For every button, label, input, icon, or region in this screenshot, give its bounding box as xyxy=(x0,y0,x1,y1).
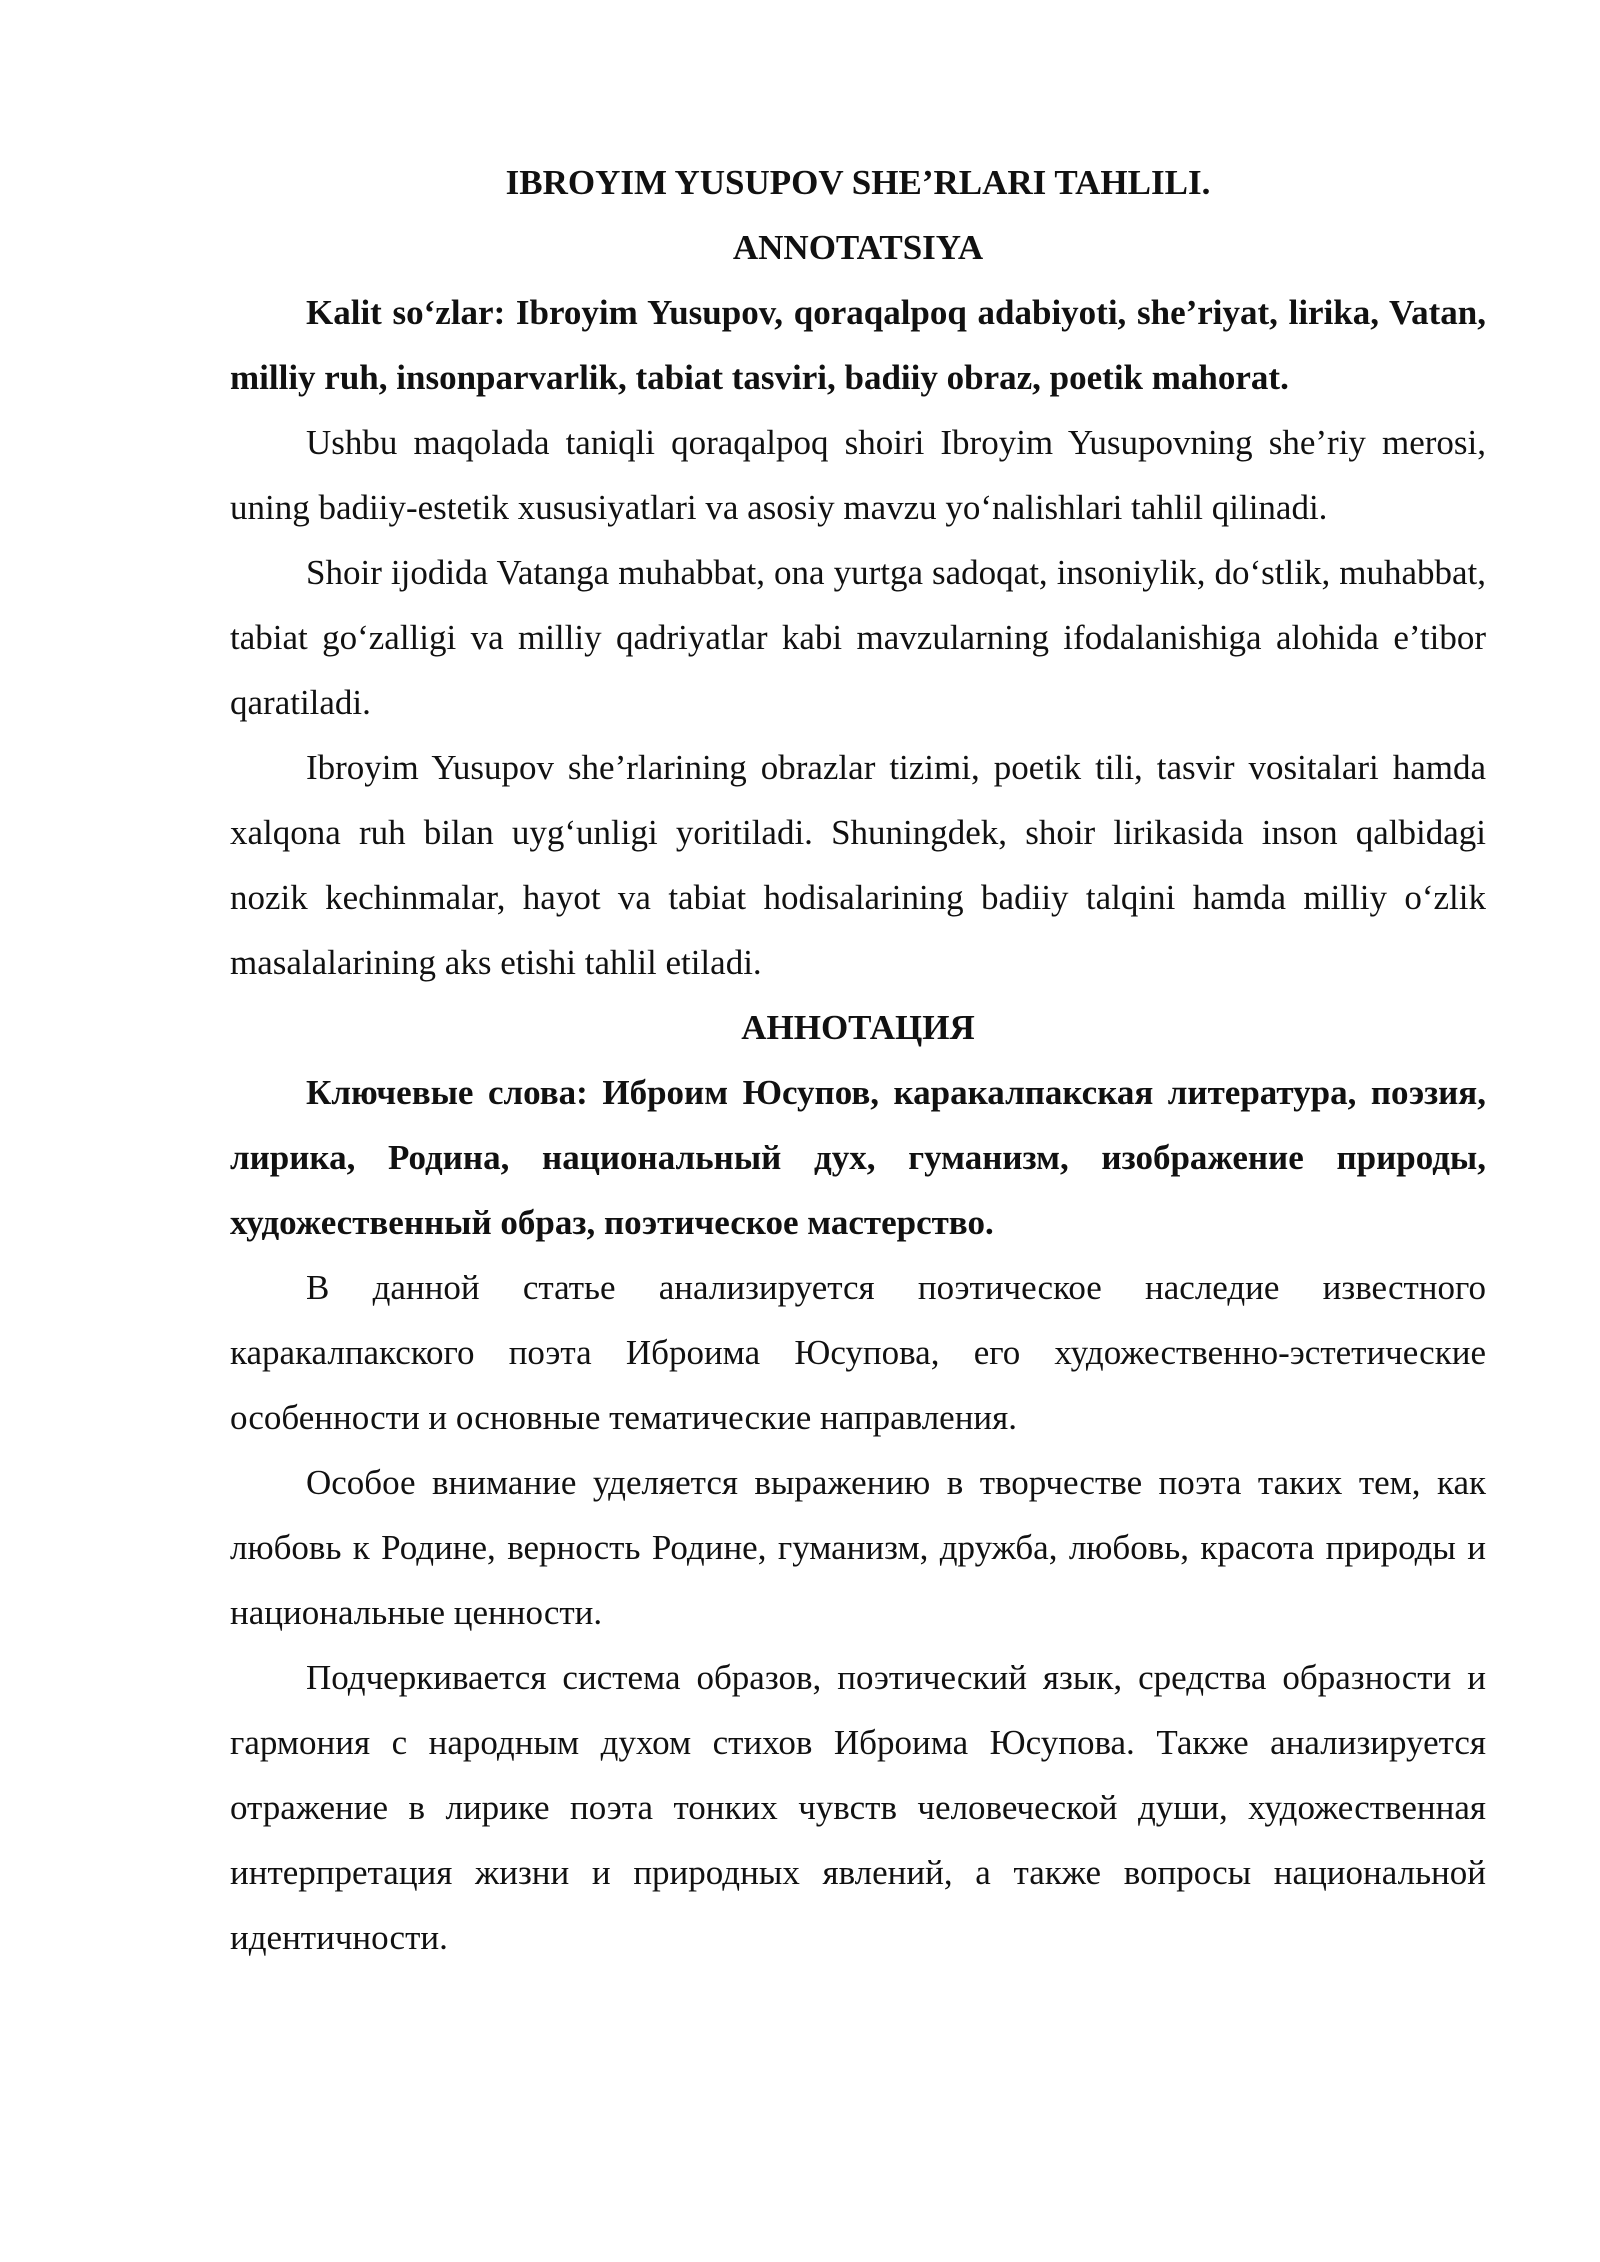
annotation-heading-uz: ANNOTATSIYA xyxy=(732,228,984,267)
annotation-paragraph-uz-3: Ibroyim Yusupov she’rlarining obrazlar tizimi, poetik tili, tasvir vositalari hamda xalqona ruh bilan uyg‘unligi yoritiladi. Shuningdek, shoir lirikasida inson qalbidagi nozik kechinmalar, hayot va tabiat hodisalarining badiiy talqini hamda milliy o‘zlik masalalarining aks etishi tahlil etiladi. xyxy=(230,748,1486,982)
keywords-ru: Ключевые слова: Иброим Юсупов, каракалпакская литература, поэзия, лирика, Родина, национальный дух, гуманизм, изображение природы, художественный образ, поэтическое мастерство. xyxy=(230,1073,1486,1242)
annotation-paragraph-uz-1: Ushbu maqolada taniqli qoraqalpoq shoiri Ibroyim Yusupovning she’riy merosi, uning badiiy-estetik xususiyatlari va asosiy mavzu yo‘nalishlari tahlil qilinadi. xyxy=(230,423,1486,527)
annotation-paragraph-uz-2: Shoir ijodida Vatanga muhabbat, ona yurtga sadoqat, insoniylik, do‘stlik, muhabbat, tabiat go‘zalligi va milliy qadriyatlar kabi mavzularning ifodalanishiga alohida e’tibor qaratiladi. xyxy=(230,553,1486,722)
annotation-paragraph-ru-3: Подчеркивается система образов, поэтический язык, средства образности и гармония с народным духом стихов Иброима Юсупова. Также анализируется отражение в лирике поэта тонких чувств человеческой души, художественная интерпретация жизни и природных явлений, а также вопросы национальной идентичности. xyxy=(230,1658,1486,1957)
document-title: IBROYIM YUSUPOV SHE’RLARI TAHLILI. xyxy=(505,163,1211,202)
keywords-uz: Kalit so‘zlar: Ibroyim Yusupov, qoraqalpoq adabiyoti, she’riyat, lirika, Vatan, milliy ruh, insonparvarlik, tabiat tasviri, badiiy obraz, poetik mahorat. xyxy=(230,293,1486,397)
annotation-heading-ru: АННОТАЦИЯ xyxy=(741,1008,975,1047)
annotation-paragraph-ru-1: В данной статье анализируется поэтическое наследие известного каракалпакского поэта Иброима Юсупова, его художественно-эстетические особенности и основные тематические направления. xyxy=(230,1268,1486,1437)
document-page xyxy=(230,150,1486,1970)
annotation-paragraph-ru-2: Особое внимание уделяется выражению в творчестве поэта таких тем, как любовь к Родине, верность Родине, гуманизм, дружба, любовь, красота природы и национальные ценности. xyxy=(230,1463,1486,1632)
